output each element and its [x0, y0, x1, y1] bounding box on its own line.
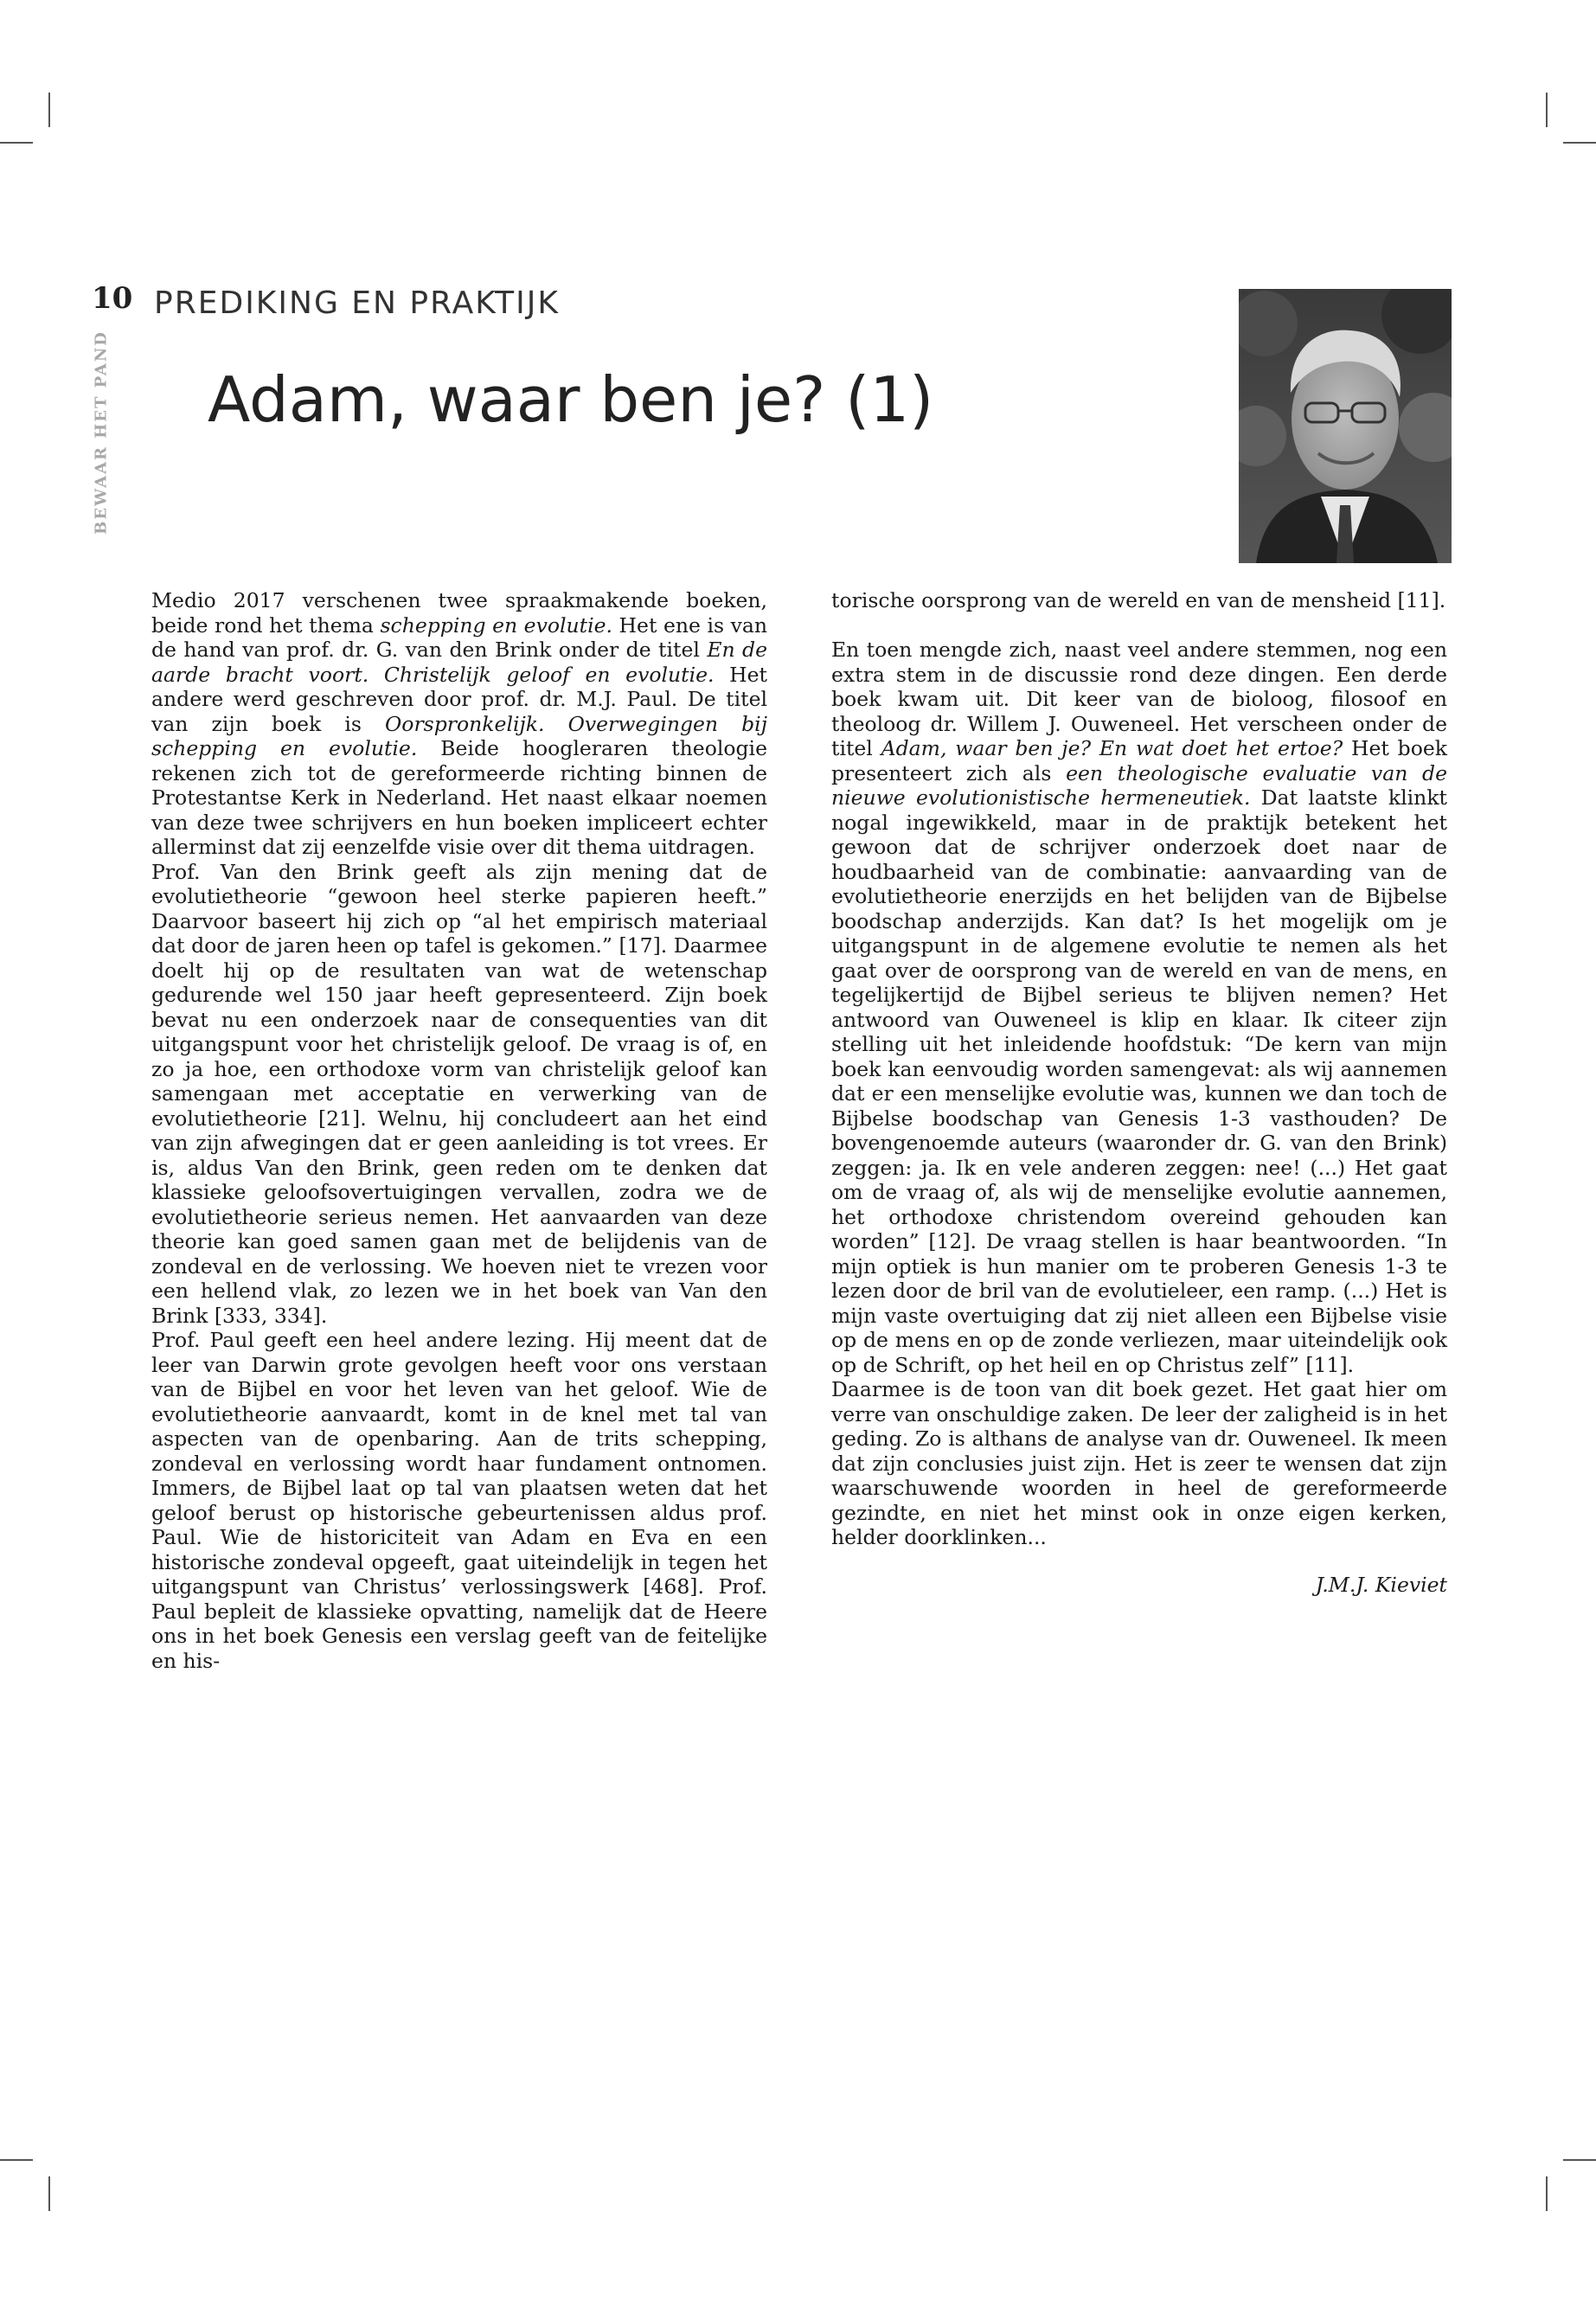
- crop-mark: [1546, 93, 1548, 127]
- crop-mark: [0, 142, 33, 144]
- paragraph: Prof. Paul geeft een heel andere lezing. Hij meent dat de leer van Darwin grote gevolgen heeft voor ons verstaan van de Bijbel en voor het leven van het geloof. Wie de evolutietheorie aanvaardt, komt in de knel met tal van aspecten van de openbaring. Aan de trits schepping, zondeval en verlossing wordt haar fundament ontnomen. Immers, de Bijbel laat op tal van plaatsen weten dat het geloof berust op historische gebeurtenissen aldus prof. Paul. Wie de historiciteit van Adam en Eva en een historische zondeval opgeeft, gaat uiteindelijk in tegen het uitgangspunt van Christus’ verlossingswerk [468]. Prof. Paul bepleit de klassieke opvatting, namelijk dat de Heere ons in het boek Genesis een verslag geeft van de feitelijke en his-: [151, 1328, 767, 1673]
- crop-mark: [0, 2159, 33, 2161]
- crop-mark: [1563, 142, 1596, 144]
- paragraph: Prof. Van den Brink geeft als zijn mening dat de evolutietheorie “gewoon heel sterke papieren heeft.” Daarvoor baseert hij zich op “al het empirisch materiaal dat door de jaren heen op tafel is gekomen.” [17]. Daarmee doelt hij op de resultaten van wat de wetenschap gedurende wel 150 jaar heeft gepresenteerd. Zijn boek bevat nu een onderzoek naar de consequenties van dit uitgangspunt voor het christelijk geloof. De vraag is of, en zo ja hoe, een orthodoxe vorm van christelijk geloof kan samengaan met acceptatie en verwerking van de evolutietheorie [21]. Welnu, hij concludeert aan het eind van zijn afwegingen dat er geen aanleiding is tot vrees. Er is, aldus Van den Brink, geen reden om te denken dat klassieke geloofsovertuigingen vervallen, zodra we de evolutietheorie serieus nemen. Het aanvaarden van deze theorie kan goed samen gaan met de belijdenis van de zondeval en de verlossing. We hoeven niet te vrezen voor een hellend vlak, zo lezen we in het boek van Van den Brink [333, 334].: [151, 859, 767, 1328]
- italic-text: Oorspronkelijk. Overwegingen bij schepping en evolutie.: [151, 711, 767, 760]
- page-number: 10: [92, 281, 133, 316]
- paragraph: torische oorsprong van de wereld en van de mensheid [11].: [831, 588, 1446, 612]
- author-signature: J.M.J. Kieviet: [1315, 1572, 1447, 1597]
- article-column-left: [151, 588, 767, 1673]
- section-title: PREDIKING EN PRAKTIJK: [154, 285, 560, 321]
- paragraph: Daarmee is de toon van dit boek gezet. Het gaat hier om verre van onschuldige zaken. De leer der zaligheid is in het geding. Zo is althans de analyse van dr. Ouweneel. Ik meen dat zijn conclusies juist zijn. Het is zeer te wensen dat zijn waarschuwende woorden in heel de gereformeerde gezindte, en niet het minst ook in onze eigen kerken, helder doorklinken...: [831, 1377, 1447, 1549]
- author-photo: [1239, 289, 1452, 563]
- crop-mark: [1563, 2159, 1596, 2161]
- italic-text: schepping en evolutie.: [380, 612, 612, 638]
- paragraph: En toen mengde zich, naast veel andere stemmen, nog een extra stem in de discussie rond deze dingen. Een derde boek kwam uit. Dit keer van de bioloog, filosoof en theoloog dr. Willem J. Ouweneel. Het verscheen onder de titel Adam, waar ben je? En wat doet het ertoe? Het boek presenteert zich als een theologische evaluatie van de nieuwe evolutionistische hermeneutiek. Dat laatste klinkt nogal ingewikkeld, maar in de praktijk betekent het gewoon dat de schrijver onderzoek doet naar de houdbaarheid van de combinatie: aanvaarding van de evolutietheorie enerzijds en het belijden van de Bijbelse boodschap anderzijds. Kan dat? Is het mogelijk om je uitgangspunt in de algemene evolutie te nemen als het gaat over de oorsprong van de wereld en van de mens, en tegelijkertijd de Bijbel serieus te blijven nemen? Het antwoord van Ouweneel is klip en klaar. Ik citeer zijn stelling uit het inleidende hoofdstuk: “De kern van mijn boek kan eenvoudig worden samengevat: als wij aannemen dat er een menselijke evolutie was, kunnen we dan toch de Bijbelse boodschap van Genesis 1-3 vasthouden? De bovengenoemde auteurs (waaronder dr. G. van den Brink) zeggen: ja. Ik en vele anderen zeggen: nee! (...) Het gaat om de vraag of, als wij de menselijke evolutie aannemen, het orthodoxe christendom overeind gehouden kan worden” [12]. De vraag stellen is haar beantwoorden. “In mijn optiek is hun manier om te proberen Genesis 1-3 te lezen door de bril van de evolutieleer, een ramp. (...) Het is mijn vaste overtuiging dat zij niet alleen een Bijbelse visie op de mens en op de zonde verliezen, maar uiteindelijk ook op de Schrift, op het heil en op Christus zelf” [11].: [831, 638, 1448, 1377]
- article-column-right: [831, 588, 1447, 1597]
- side-label-text: BEWAAR HET PAND: [92, 330, 111, 535]
- paragraph: Medio 2017 verschenen twee spraakmakende boeken, beide rond het thema schepping en evolutie. Het ene is van de hand van prof. dr. G. van den Brink onder de titel En de aarde bracht voort. Christelijk geloof en evolutie. Het andere werd geschreven door prof. dr. M.J. Paul. De titel van zijn boek is Oorspronkelijk. Overwegingen bij schepping en evolutie. Beide hoogleraren theologie rekenen zich tot de gereformeerde richting binnen de Protestantse Kerk in Nederland. Het naast elkaar noemen van deze twee schrijvers en hun boeken impliceert echter allerminst dat zij eenzelfde visie over dit thema uitdragen.: [151, 588, 767, 859]
- crop-mark: [1546, 2176, 1548, 2211]
- running-side-label: [88, 330, 114, 535]
- italic-text: een theologische evaluatie van de nieuwe evolutionistische hermeneutiek.: [831, 760, 1447, 810]
- crop-mark: [48, 2176, 50, 2211]
- italic-text: Adam, waar ben je? En wat doet het ertoe?: [881, 736, 1343, 760]
- crop-mark: [48, 93, 50, 127]
- article-title: Adam, waar ben je? (1): [208, 363, 934, 436]
- italic-text: En de aarde bracht voort. Christelijk geloof en evolutie.: [151, 638, 767, 687]
